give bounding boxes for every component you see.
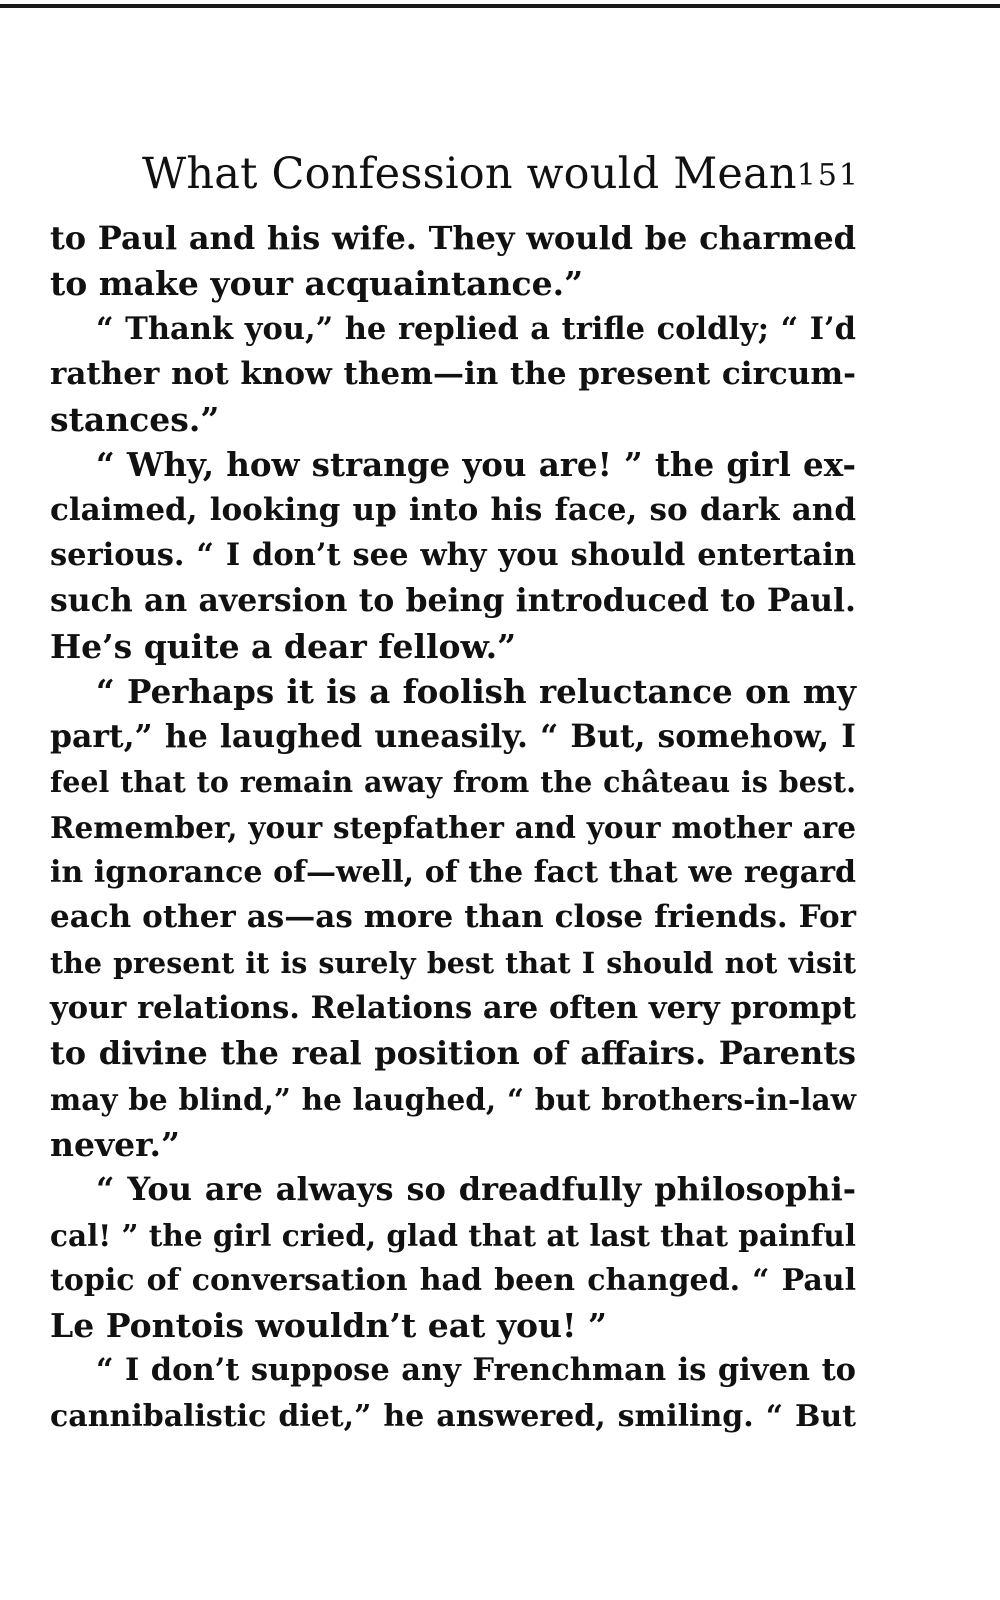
text-line: Le Pontois wouldn’t eat you! ” (50, 1306, 607, 1346)
text-line: stances.” (50, 400, 220, 440)
text-line: “ I don’t suppose any Frenchman is given to (96, 1352, 856, 1389)
text-line: “ Perhaps it is a foolish reluctance on my (96, 671, 856, 711)
text-line: to Paul and his wife. They would be charmed (50, 219, 856, 257)
text-line: claimed, looking up into his face, so dark and (50, 491, 856, 528)
text-line: “ Why, how strange you are! ” the girl ex- (96, 445, 856, 485)
text-line: feel that to remain away from the château is best. (50, 764, 856, 799)
text-line: rather not know them—in the present circum- (50, 355, 856, 392)
text-line: He’s quite a dear fellow.” (50, 626, 517, 666)
text-line: the present it is surely best that I should not visit (50, 945, 856, 980)
text-line: to divine the real position of affairs. Parents (50, 1034, 856, 1073)
page-number: 151 (796, 158, 860, 193)
text-line: may be blind,” he laughed, “ but brothers-in-law (50, 1081, 856, 1117)
text-line: “ Thank you,” he replied a trifle coldly; “ I’d (96, 310, 856, 347)
text-line: Remember, your stepfather and your mother are (50, 809, 856, 845)
text-line: “ You are always so dreadfully philosophi- (96, 1170, 856, 1209)
text-line: cannibalistic diet,” he answered, smiling. “ But (50, 1398, 856, 1434)
text-line: part,” he laughed uneasily. “ But, somehow, I (50, 718, 856, 756)
text-line: cal! ” the girl cried, glad that at last that painful (50, 1217, 856, 1253)
text-line: topic of conversation had been changed. “ Paul (50, 1262, 856, 1298)
text-line: serious. “ I don’t see why you should entertain (50, 537, 856, 574)
text-line: each other as—as more than close friends. For (50, 899, 856, 936)
running-head (130, 150, 860, 206)
body-text (50, 216, 856, 1439)
running-title: What Confession would Mean (142, 149, 797, 199)
text-line: to make your acquaintance.” (50, 264, 584, 304)
text-line: never.” (50, 1124, 180, 1164)
text-line: in ignorance of—well, of the fact that we regard (50, 855, 856, 891)
text-line: such an aversion to being introduced to Paul. (50, 582, 856, 620)
top-rule (0, 4, 1000, 8)
text-line: your relations. Relations are often very prompt (50, 990, 856, 1027)
